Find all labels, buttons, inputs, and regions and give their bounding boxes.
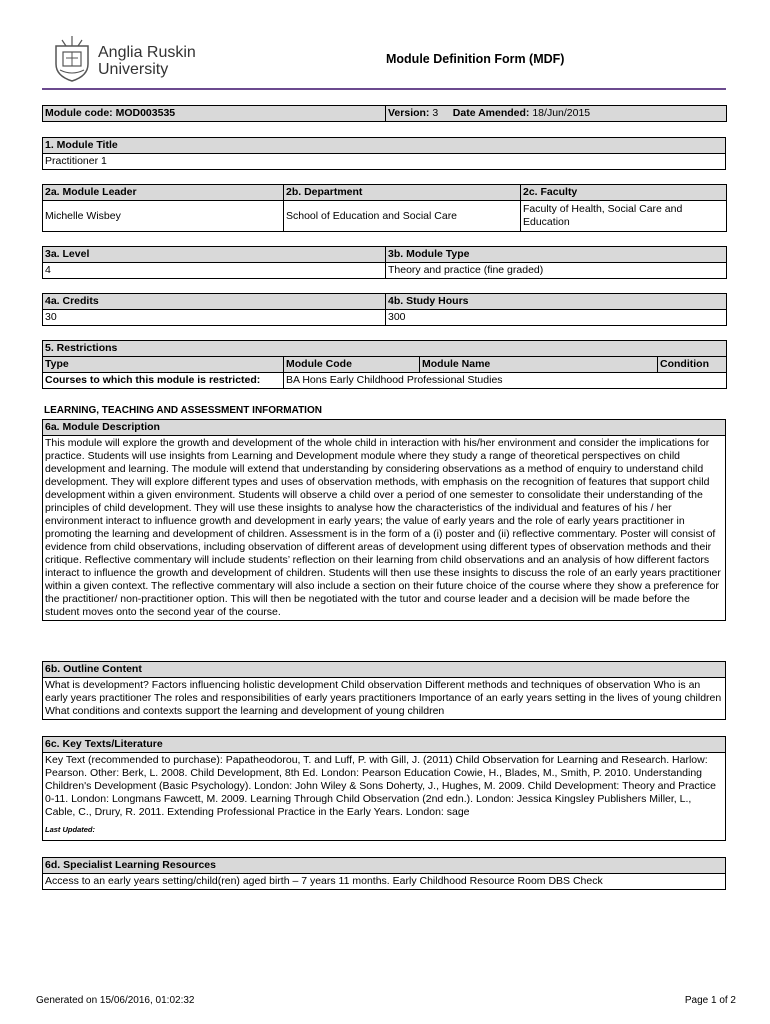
outline-table [42,661,726,720]
module-leader-value: Michelle Wisbey [43,201,284,232]
texts-table [42,736,726,841]
credits-table [42,293,727,326]
restrictions-col-type: Type [43,357,284,373]
description-table [42,419,726,621]
page-number: Page 1 of 2 [684,995,736,1006]
module-code: Module code: MOD003535 [43,106,386,122]
module-leader-label: 2a. Module Leader [43,185,284,201]
university-line-1: Anglia Ruskin [98,44,196,61]
module-code-table [42,105,727,122]
description-label: 6a. Module Description [43,420,726,436]
module-title-label: 1. Module Title [43,138,726,154]
module-type-value: Theory and practice (fine graded) [386,263,727,279]
description-text: This module will explore the growth and development of the whole child in interaction with his/her environment and consider the implications for practice. Students will use insights from Learning and Development module where they study a range of theoretical perspectives on child development and learning. The module will extend that understanding by considering observations as a method of enquiry to understand child development. They will explore different types and uses of observation methods, with emphasis on the recognition of features that support child development within a given environment. Students will observe a child over a period of one semester to consolidate their understanding of the principles of child development. They will use these insights to analyse how the characteristics of the individual and features of his / her environment interact to influence growth and development in early years; the value of early years and the role of early years practitioner in promoting the learning and development of children. Assessment is in the form of a (i) poster and (ii) reflective commentary. Poster will consist of evidence from child observations, including observation of different areas of development using different types of observation methods and their critique. Reflective commentary will include students’ reflection on their learning from child observations and an analysis of how different factors interact to influence the growth and development of children. Students will then use these insights to discuss the role of an early years practitioner within a given context. The reflective commentary will also include a section on their future choice of the course where they show a preference for the practitioner/ non-practitioner option. This will then be negotiated with the tutor and course leader and a decision will be made before the student moves onto the second year of the course. [43,436,726,621]
form-title: Module Definition Form (MDF) [386,52,565,66]
version-label: Version: [388,107,430,119]
texts-label: 6c. Key Texts/Literature [43,737,726,753]
department-value: School of Education and Social Care [284,201,521,232]
texts-cell [43,753,726,841]
university-name [98,44,196,78]
level-table [42,246,727,279]
module-title-value: Practitioner 1 [43,154,726,170]
header-divider [42,88,726,90]
faculty-label: 2c. Faculty [521,185,727,201]
restrictions-row-label: Courses to which this module is restricted: [43,373,284,389]
restrictions-label: 5. Restrictions [43,341,727,357]
level-value: 4 [43,263,386,279]
restrictions-col-code: Module Code [284,357,420,373]
generated-timestamp: Generated on 15/06/2016, 01:02:32 [36,995,195,1006]
leaders-table [42,184,727,232]
texts-text: Key Text (recommended to purchase): Papatheodorou, T. and Luff, P. with Gill, J. (2011) Child Observation for Learning and Research. Harlow: Pearson. Other: Berk, L. 2008. Child Development, 8th Ed. London: Pearson Education Cowie, H., Blades, M., Smith, P. 2010. Understanding Children's Development (Basic Psychology). London: John Wiley & Sons Doherty, J., Hughes, M. 2009. Child Development: Theory and Practice 0-11. London: Longmans Fawcett, M. 2009. Learning Through Child Observation (2nd edn.). London: Jessica Kingsley Publishers Miller, L., Cable, C., Drury, R. 2011. Extending Professional Practice in the Early Years. London: sage [45,754,717,818]
credits-label: 4a. Credits [43,294,386,310]
university-logo [52,36,232,86]
study-hours-label: 4b. Study Hours [386,294,727,310]
resources-label: 6d. Specialist Learning Resources [43,858,726,874]
credits-value: 30 [43,310,386,326]
version-date-cell [386,106,727,122]
university-line-2: University [98,61,169,78]
outline-label: 6b. Outline Content [43,662,726,678]
date-amended-value: 18/Jun/2015 [532,107,591,119]
restrictions-col-condition: Condition [658,357,727,373]
restrictions-col-name: Module Name [420,357,658,373]
module-type-label: 3b. Module Type [386,247,727,263]
resources-table [42,857,726,890]
outline-text: What is development? Factors influencing holistic development Child observation Different methods and techniques of observation Who is an early years practitioner The roles and responsibilities of early years practitioners Importance of an early years setting in the lives of young children What conditions and contexts support the learning and development of young children [43,678,726,720]
faculty-value: Faculty of Health, Social Care and Education [521,201,727,232]
lta-heading: LEARNING, TEACHING AND ASSESSMENT INFORMATION [44,405,322,416]
study-hours-value: 300 [386,310,727,326]
module-title-table [42,137,726,170]
resources-text: Access to an early years setting/child(ren) aged birth – 7 years 11 months. Early Childhood Resource Room DBS Check [43,874,726,890]
department-label: 2b. Department [284,185,521,201]
date-amended-label: Date Amended: [452,107,530,119]
restrictions-table [42,340,727,389]
level-label: 3a. Level [43,247,386,263]
restrictions-row-value: BA Hons Early Childhood Professional Studies [284,373,727,389]
page-header [42,32,726,90]
last-updated-label: Last Updated: [45,825,96,834]
crest-icon [52,36,92,82]
version-value: 3 [432,107,439,119]
